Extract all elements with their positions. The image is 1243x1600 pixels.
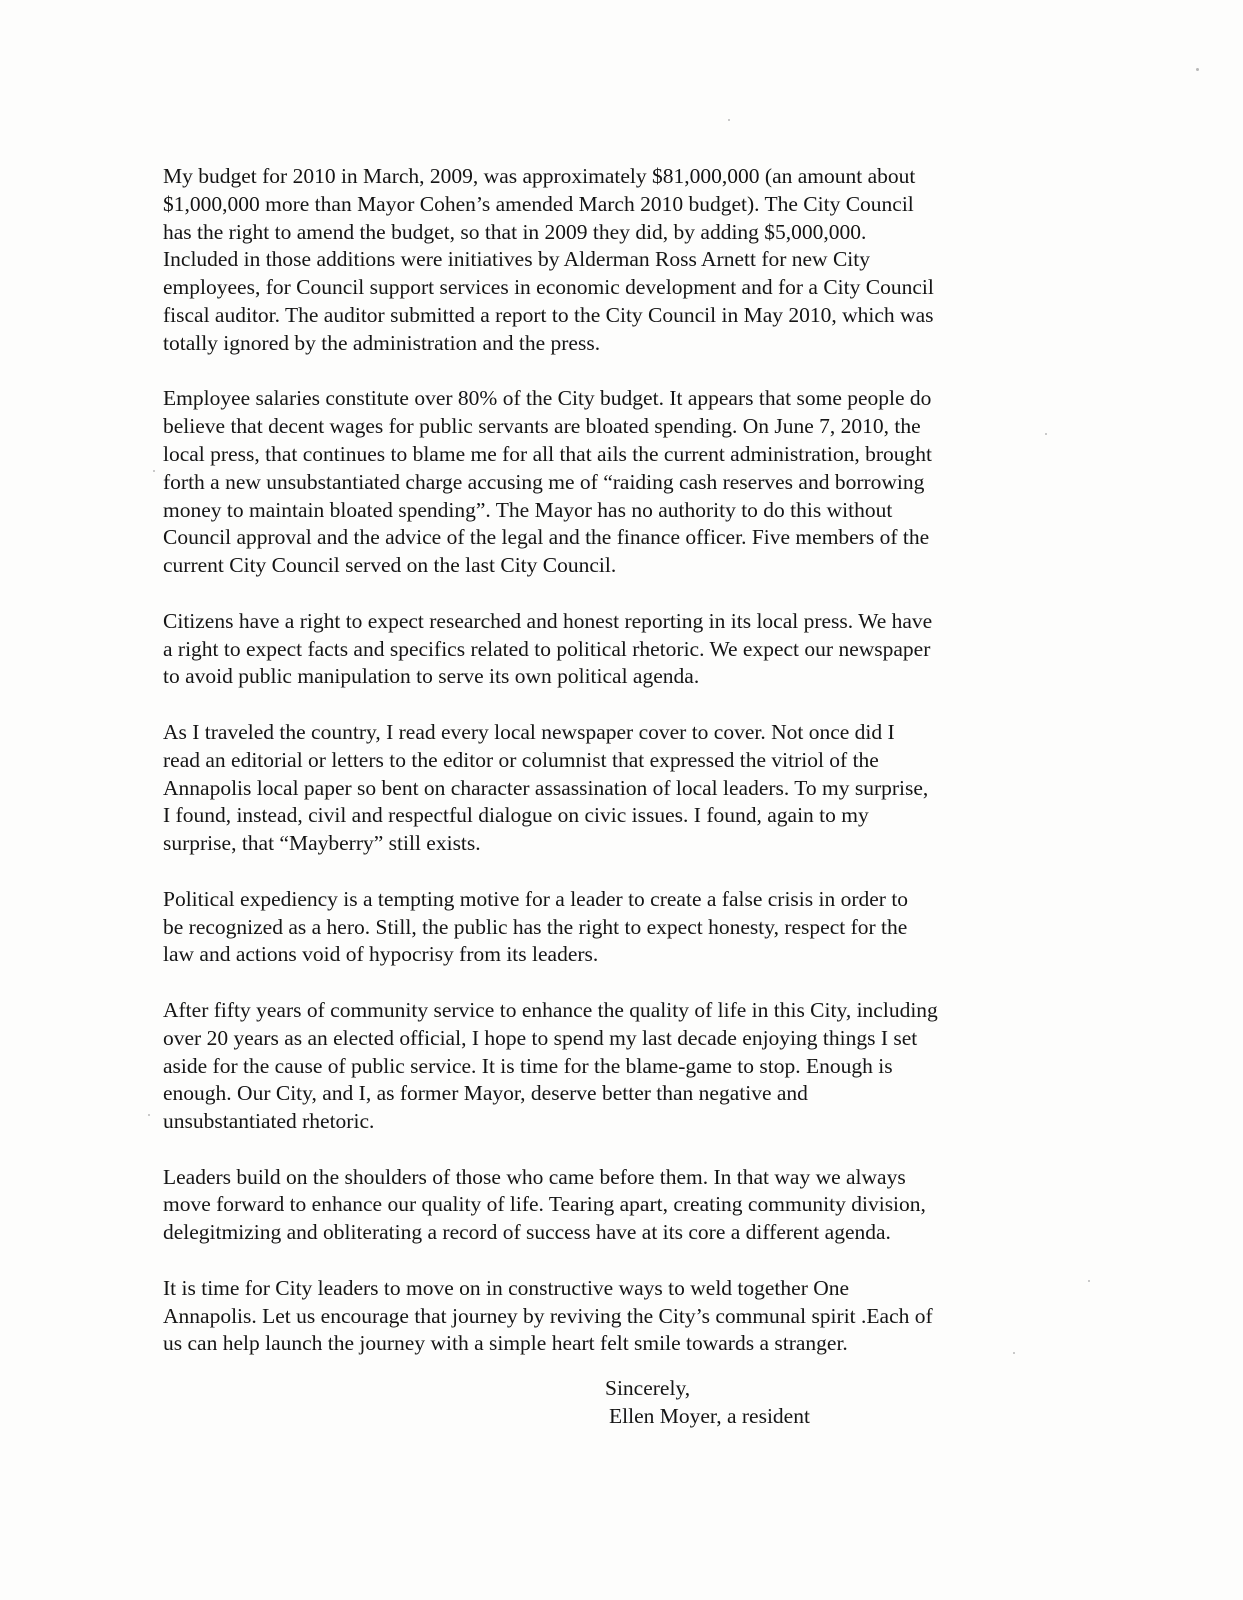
scan-speck (1045, 433, 1047, 435)
paragraph-one-annapolis: It is time for City leaders to move on in constructive ways to weld together One Annapolis. Let us encourage that journey by reviving the City’s communal spirit .Each of us can help launch the journey with a simple heart felt smile towards a stranger. (163, 1275, 933, 1356)
paragraph-traveled-country: As I traveled the country, I read every local newspaper cover to cover. Not once did I read an editorial or letters to the editor or columnist that expressed the vitriol of the Annapolis local paper so bent on character assassination of local leaders. To my surprise, I found, instead, civil and respectful dialogue on civic issues. I found, again to my surprise, that “Mayberry” still exists. (163, 719, 929, 856)
scan-speck (1196, 68, 1199, 71)
closing-salutation: Sincerely, (605, 1376, 691, 1400)
paragraph-employee-salaries: Employee salaries constitute over 80% of the City budget. It appears that some people do believe that decent wages for public servants are bloated spending. On June 7, 2010, the local press, that continues to blame me for all that ails the current administration, brought forth a new unsubstantiated charge accusing me of “raiding cash reserves and borrowing money to maintain bloated spending”. The Mayor has no authority to do this without Council approval and the advice of the legal and the finance officer. Five members of the current City Council served on the last City Council. (163, 386, 933, 578)
signer-name: Ellen Moyer, a resident (609, 1403, 810, 1428)
letter-closing (605, 1375, 810, 1431)
scan-speck (1088, 1280, 1090, 1282)
scan-speck (148, 1114, 150, 1116)
paragraph-leaders-build: Leaders build on the shoulders of those who came before them. In that way we always move forward to enhance our quality of life. Tearing apart, creating community division, delegitmizing and obliterating a record of success have at its core a different agenda. (163, 1164, 926, 1245)
scan-speck (1013, 1352, 1015, 1354)
scan-speck (728, 119, 730, 121)
paragraph-fifty-years: After fifty years of community service to enhance the quality of life in this City, including over 20 years as an elected official, I hope to spend my last decade enjoying things I set aside for the cause of public service. It is time for the blame-game to stop. Enough is enough. Our City, and I, as former Mayor, deserve better than negative and unsubstantiated rhetoric. (163, 997, 938, 1134)
letter-body (163, 163, 1063, 1386)
paragraph-budget-2010: My budget for 2010 in March, 2009, was approximately $81,000,000 (an amount about $1,000,000 more than Mayor Cohen’s amended March 2010 budget). The City Council has the right to amend the budget, so that in 2009 they did, by adding $5,000,000. Included in those additions were initiatives by Alderman Ross Arnett for new City employees, for Council support services in economic development and for a City Council fiscal auditor. The auditor submitted a report to the City Council in May 2010, which was totally ignored by the administration and the press. (163, 164, 934, 355)
paragraph-political-expediency: Political expediency is a tempting motive for a leader to create a false crisis in order to be recognized as a hero. Still, the public has the right to expect honesty, respect for the law and actions void of hypocrisy from its leaders. (163, 886, 909, 967)
scan-speck (153, 470, 155, 472)
paragraph-citizens-right: Citizens have a right to expect researched and honest reporting in its local press. We have a right to expect facts and specifics related to political rhetoric. We expect our newspaper to avoid public manipulation to serve its own political agenda. (163, 608, 933, 689)
